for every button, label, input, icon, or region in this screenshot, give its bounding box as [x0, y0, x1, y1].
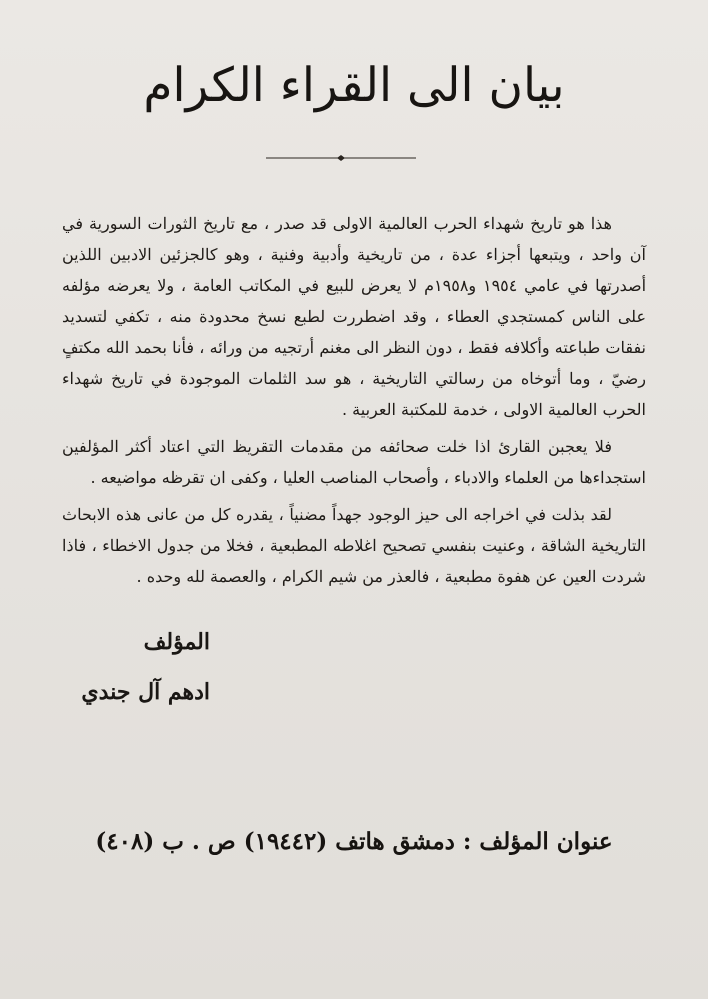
paragraph-corrections: لقد بذلت في اخراجه الى حيز الوجود جهداً مضنياً ، يقدره كل من عانى هذه الابحاث التاريخية الشاقة ، وعنيت بنفسي تصحيح اغلاطه المطبعية ، فخلا من جدول الاخطاء ، فاذا شردت العين عن هفوة مطبعية ، فالعذر من شيم الكرام ، والعصمة لله وحده . [62, 505, 646, 586]
title-divider-ornament [266, 153, 416, 163]
author-signature [81, 622, 210, 712]
signature-role: المؤلف [143, 629, 210, 655]
paragraph-intro: هذا هو تاريخ شهداء الحرب العالمية الاولى قد صدر ، مع تاريخ الثورات السورية في آن واحد ، ويتبعها أجزاء عدة ، من تاريخية وأدبية وفنية ، وهو كالجزئين الادبين اللذين أصدرتها في عامي ١٩٥٤ و١٩٥٨م لا يعرض للبيع في المكاتب العامة ، ولا يعرضه مؤلفه على الناس كمستجدي العطاء ، وقد اضطررت لطبع نسخ محدودة منه ، تكفي لتسديد نفقات طباعته وأكلافه فقط ، دون النظر الى مغنم أرتجيه من ورائه ، فأنا بحمد الله مكتفٍ رضيّ ، وما أتوخاه من رسالتي التاريخية ، هو سد الثلمات الموجودة في تاريخ شهداء الحرب العالمية الاولى ، خدمة للمكتبة العربية . [62, 214, 647, 419]
signature-name: ادهم آل جندي [81, 679, 210, 705]
paragraph-no-endorsements: فلا يعجبن القارئ اذا خلت صحائفه من مقدمات التقريظ التي اعتاد أكثر المؤلفين استجداءها من العلماء والادباء ، وأصحاب المناصب العليا ، وكفى ان تقرظه مواضيعه . [62, 437, 646, 487]
author-address: عنوان المؤلف : دمشق هاتف (١٩٤٤٢) ص . ب (٤٠٨) [95, 828, 613, 855]
page-title: بيان الى القراء الكرام [143, 58, 565, 113]
statement-body [62, 208, 646, 592]
